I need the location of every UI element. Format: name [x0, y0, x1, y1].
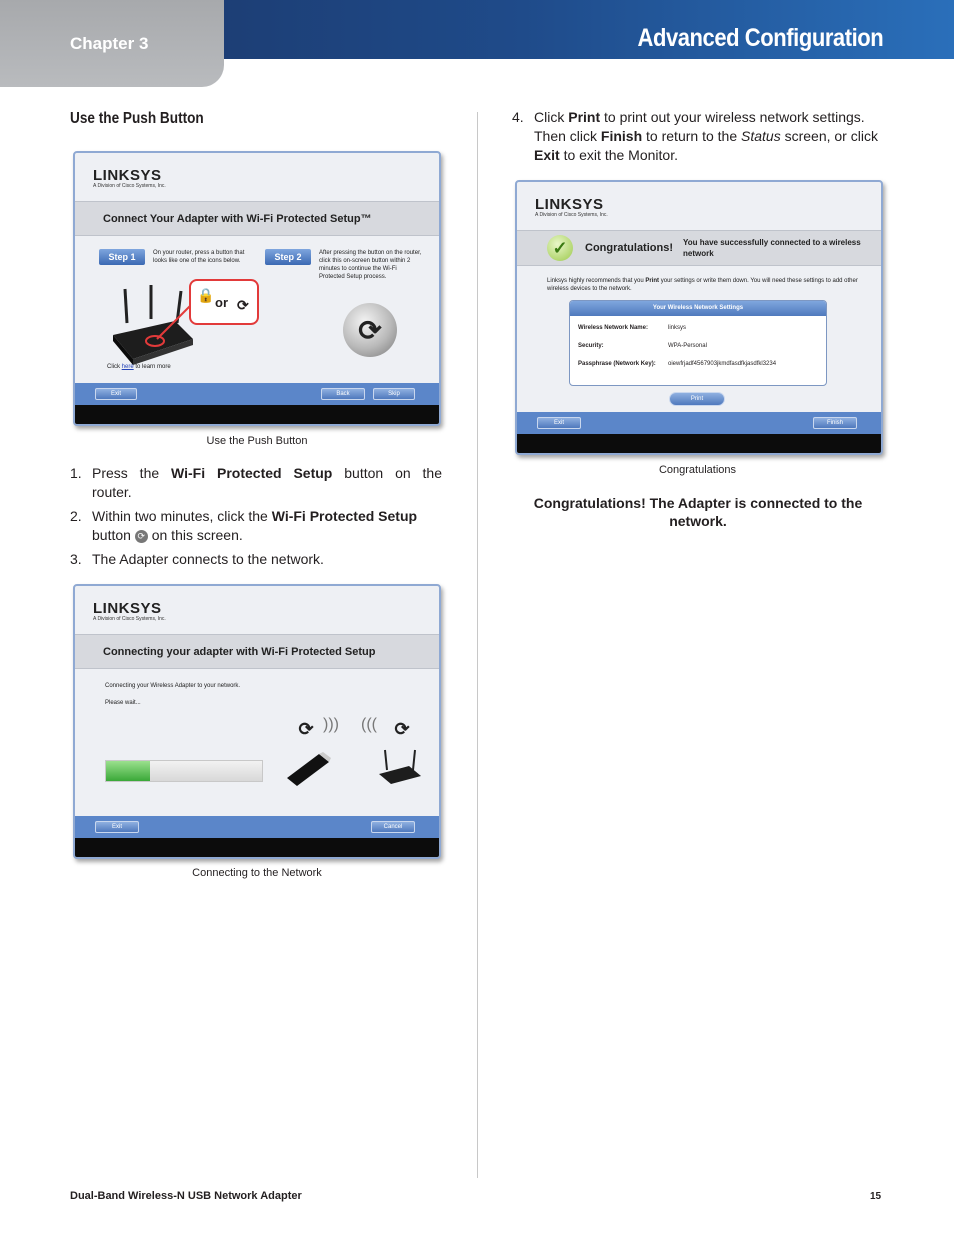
step3-text: The Adapter connects to the network. [92, 551, 324, 567]
step4-finish: Finish [600, 128, 643, 144]
step2-post: button [92, 527, 131, 543]
section-title: Advanced Configuration [637, 24, 883, 52]
wps-icon: ⟳ [237, 297, 249, 313]
footer-band [75, 383, 439, 405]
exit-button[interactable]: Exit [537, 417, 581, 429]
signal-waves-icon: ((( [361, 716, 377, 733]
step1-badge: Step 1 [99, 249, 145, 265]
settings-label: Security: [578, 343, 604, 349]
step1-post: button on the router. [92, 465, 442, 500]
step-text [92, 464, 442, 502]
title-band [517, 230, 881, 266]
congrats-message: You have successfully connected to a wireless network [683, 238, 861, 258]
caption-congratulations: Congratulations [658, 464, 737, 476]
router-icon [375, 748, 425, 788]
screenshot-congratulations [515, 180, 883, 455]
step-number: 3. [70, 551, 82, 567]
step4-t3: to return to the [642, 128, 741, 144]
skip-button[interactable]: Skip [373, 388, 415, 400]
settings-box [569, 300, 827, 386]
title-band [75, 634, 439, 669]
settings-value: WPA-Personal [668, 343, 707, 349]
step4-print: Print [568, 109, 601, 125]
learn-more-text [107, 363, 171, 371]
step2-pre: Within two minutes, click the [92, 508, 272, 524]
step4-t4: screen, or click [780, 128, 878, 144]
title-band [75, 201, 439, 236]
print-button[interactable]: Print [669, 392, 725, 406]
cancel-button[interactable]: Cancel [371, 821, 415, 833]
button-callout [189, 279, 259, 325]
linksys-logo: LINKSYS [535, 196, 604, 213]
caption-connecting: Connecting to the Network [192, 867, 322, 879]
step4-text [534, 108, 889, 165]
congrats-title: Congratulations! [585, 242, 673, 254]
settings-label: Passphrase (Network Key): [578, 361, 656, 367]
subheading: Use the Push Button [70, 110, 204, 127]
usb-adapter-icon [283, 748, 333, 788]
finish-button[interactable]: Finish [813, 417, 857, 429]
window-bottom-bar [517, 434, 881, 453]
signal-waves-icon: ))) [323, 716, 339, 733]
window-bottom-bar [75, 405, 439, 424]
step1-bold: Wi-Fi Protected Setup [171, 465, 333, 481]
exit-button[interactable]: Exit [95, 388, 137, 400]
progress-bar [105, 760, 263, 782]
window-bottom-bar [75, 838, 439, 857]
page-number: 15 [870, 1191, 882, 1202]
step1-text: On your router, press a button that looks like one of the icons below. [153, 250, 245, 264]
step4-status: Status [741, 128, 781, 144]
step4-item [512, 108, 887, 168]
footer-band [75, 816, 439, 838]
step4-t2: to print out your wireless network settings. Then click [534, 109, 865, 144]
wps-icon-adapter: ⟳ [298, 718, 314, 739]
step2-bold: Wi-Fi Protected Setup [271, 508, 418, 524]
step-number: 2. [70, 508, 82, 524]
linksys-logo-sub: A Division of Cisco Systems, Inc. [93, 616, 166, 622]
settings-value: oiewfrjadf4567903jkmdfasdfkjasdfkl3234 [668, 361, 777, 367]
exit-button[interactable]: Exit [95, 821, 139, 833]
please-wait-text: Please wait... [105, 700, 141, 706]
recommend-print: Print [645, 278, 660, 284]
footer-band [517, 412, 881, 434]
linksys-logo: LINKSYS [93, 600, 162, 617]
linksys-logo-sub: A Division of Cisco Systems, Inc. [535, 212, 608, 218]
step-text [92, 507, 442, 545]
wps-inline-icon: ⟳ [135, 530, 148, 543]
learn-more-prefix: Click [107, 364, 122, 370]
steps-list [70, 464, 442, 574]
recommend-post: your settings or write them down. You will need these settings to add other wireless devices to the network. [547, 278, 858, 292]
settings-box-title: Your Wireless Network Settings [570, 301, 826, 316]
column-divider [477, 112, 478, 1178]
step2-post2: on this screen. [147, 527, 243, 543]
learn-more-link[interactable]: here [121, 364, 134, 370]
callout-line [153, 303, 193, 343]
step2-badge: Step 2 [265, 249, 311, 265]
settings-value: linksys [668, 325, 687, 331]
step4-exit: Exit [534, 147, 560, 163]
step1-pre: Press the [92, 465, 172, 481]
recommend-pre: Linksys highly recommends that you [547, 278, 646, 284]
step-number: 4. [512, 109, 524, 125]
or-label: or [215, 295, 228, 310]
chapter-label: Chapter 3 [70, 34, 149, 53]
step2-text: After pressing the button on the router, click this on-screen button within 2 minutes to continue the Wi-Fi Protected Setup process. [319, 250, 422, 280]
wps-onscreen-button[interactable]: ⟳ [343, 303, 397, 357]
wps-icon-router: ⟳ [394, 718, 410, 739]
learn-more-suffix: to learn more [133, 364, 171, 370]
congrats-note: Congratulations! The Adapter is connected to the network. [533, 495, 863, 529]
window-title: Connect Your Adapter with Wi-Fi Protected Setup™ [103, 213, 372, 225]
step-number: 1. [70, 465, 82, 481]
linksys-logo: LINKSYS [93, 167, 162, 184]
check-icon: ✓ [547, 235, 573, 261]
step4-t5: to exit the Monitor. [559, 147, 678, 163]
linksys-logo-sub: A Division of Cisco Systems, Inc. [93, 183, 166, 189]
caption-push-button: Use the Push Button [206, 435, 308, 447]
progress-fill [106, 761, 150, 781]
window-title: Connecting your adapter with Wi-Fi Protected Setup [103, 646, 376, 658]
screenshot-push-button [73, 151, 441, 426]
screenshot-connecting [73, 584, 441, 859]
connecting-text: Connecting your Wireless Adapter to your network. [105, 683, 241, 689]
settings-label: Wireless Network Name: [578, 325, 648, 331]
back-button[interactable]: Back [321, 388, 365, 400]
chapter-tab [0, 0, 224, 87]
step4-t1: Click [534, 109, 569, 125]
recommend-text [547, 277, 867, 293]
footer-product-name: Dual-Band Wireless-N USB Network Adapter [70, 1190, 302, 1202]
lock-icon: 🔒 [197, 287, 215, 303]
